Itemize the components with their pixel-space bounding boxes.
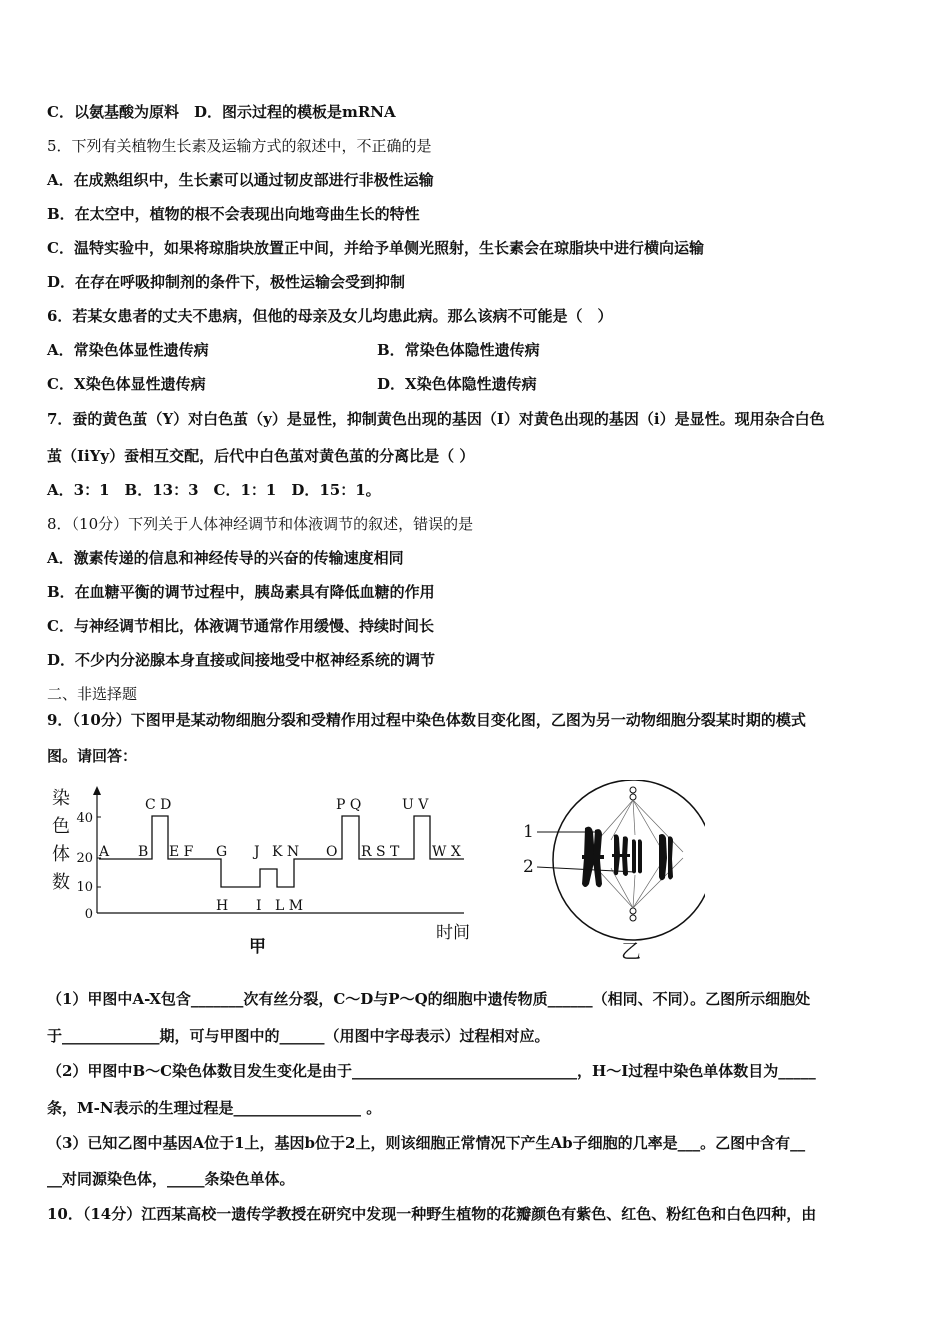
point-label: L M [275,898,304,914]
y-tick-label: 20 [76,851,93,866]
point-label: U V [402,797,429,813]
point-label: C D [145,797,172,813]
q6-option-a: A．常染色体显性遗传病 [47,341,209,359]
q5-option-d: D．在存在呼吸抑制剂的条件下，极性运输会受到抑制 [47,273,406,291]
q8-option-c: C．与神经调节相比，体液调节通常作用缓慢、持续时间长 [47,617,434,635]
q8-stem: 8．（10分）下列关于人体神经调节和体液调节的叙述，错误的是 [47,515,474,533]
point-label: P Q [336,797,362,813]
q7-options: A．3：1 B．13：3 C．1：1 D．15：1。 [47,481,381,499]
y-label-char: 体 [52,844,70,865]
point-label: I [256,898,262,914]
point-label: W X [432,844,461,860]
q9-part3-line1: （3）已知乙图中基因A位于1上，基因b位于2上，则该细胞正常情况下产生Ab子细胞的几率是___。乙图中含有__ [47,1134,806,1152]
point-label: G [216,844,228,860]
point-label: K N [272,844,300,860]
y-tick-label: 10 [76,880,93,895]
x-axis-label: 时间 [436,923,470,943]
figure-yi [515,780,705,965]
point-label: E F [169,844,194,860]
point-label: J [254,844,260,860]
point-label: R S T [361,844,400,860]
q8-option-d: D．不少内分泌腺本身直接或间接地受中枢神经系统的调节 [47,651,436,669]
point-label: B [138,844,149,860]
q9-line2: 图。请回答： [47,747,138,765]
q5-option-c: C．温特实验中，如果将琼脂块放置正中间，并给予单侧光照射，生长素会在琼脂块中进行横向运输 [47,239,704,257]
cell-membrane [553,780,705,940]
point-label: O [326,844,338,860]
q6-option-d: D．X染色体隐性遗传病 [377,375,537,393]
q5-option-b: B．在太空中，植物的根不会表现出向地弯曲生长的特性 [47,205,420,223]
q9-part1-line1: （1）甲图中A-X包含_______次有丝分裂，C～D与P～Q的细胞中遗传物质______（相同、不同）。乙图所示细胞处 [47,990,811,1008]
figure-caption: 甲 [249,937,266,957]
q10-line1: 10．（14分）江西某高校一遗传学教授在研究中发现一种野生植物的花瓣颜色有紫色、红色、粉红色和白色四种，由 [47,1205,817,1223]
q8-option-b: B．在血糖平衡的调节过程中，胰岛素具有降低血糖的作用 [47,583,435,601]
q6-option-b: B．常染色体隐性遗传病 [377,341,540,359]
q5-option-a: A．在成熟组织中，生长素可以通过韧皮部进行非极性运输 [47,171,434,189]
y-label-char: 色 [52,816,70,837]
y-label-char: 数 [52,872,70,893]
figure-jia [44,782,484,962]
q9-part1-line2: 于_____________期，可与甲图中的______（用图中字母表示）过程相对应。 [47,1027,550,1045]
chromosome-icon [582,827,673,888]
q9-part3-line2: __对同源染色体，_____条染色单体。 [47,1170,295,1188]
q9-part2-line2: 条，M-N表示的生理过程是_________________ 。 [47,1099,382,1117]
q6-stem: 6．若某女患者的丈夫不患病，但他的母亲及女儿均患此病。那么该病不可能是（ ） [47,307,613,325]
q5-stem: 5．下列有关植物生长素及运输方式的叙述中，不正确的是 [47,137,432,155]
y-tick-label: 40 [76,811,93,826]
q4-options-tail: C．以氨基酸为原料 D．图示过程的模板是mRNA [47,103,396,121]
point-label: H [216,898,229,914]
q7-line1: 7．蚕的黄色茧（Y）对白色茧（y）是显性，抑制黄色出现的基因（I）对黄色出现的基因（i）是显性。现用杂合白色 [47,410,825,428]
pointer-label-1: 1 [523,822,534,842]
y-label-char: 染 [52,788,70,809]
q6-option-c: C．X染色体显性遗传病 [47,375,206,393]
y-axis-arrow [93,786,101,795]
pointer-label-2: 2 [523,857,534,877]
point-label: A [99,844,110,860]
section-heading: 二、非选择题 [47,685,138,703]
q9-line1: 9．（10分）下图甲是某动物细胞分裂和受精作用过程中染色体数目变化图，乙图为另一动物细胞分裂某时期的模式 [47,711,806,729]
y-tick-label: 0 [84,907,93,922]
q8-option-a: A．激素传递的信息和神经传导的兴奋的传输速度相同 [47,549,404,567]
q9-part2-line1: （2）甲图中B～C染色体数目发生变化是由于______________________________，H～I过程中染色单体数目为_____ [47,1062,816,1080]
q7-line2: 茧（IiYy）蚕相互交配，后代中白色茧对黄色茧的分离比是（ ） [47,447,475,465]
figure-caption: 乙 [621,939,641,963]
